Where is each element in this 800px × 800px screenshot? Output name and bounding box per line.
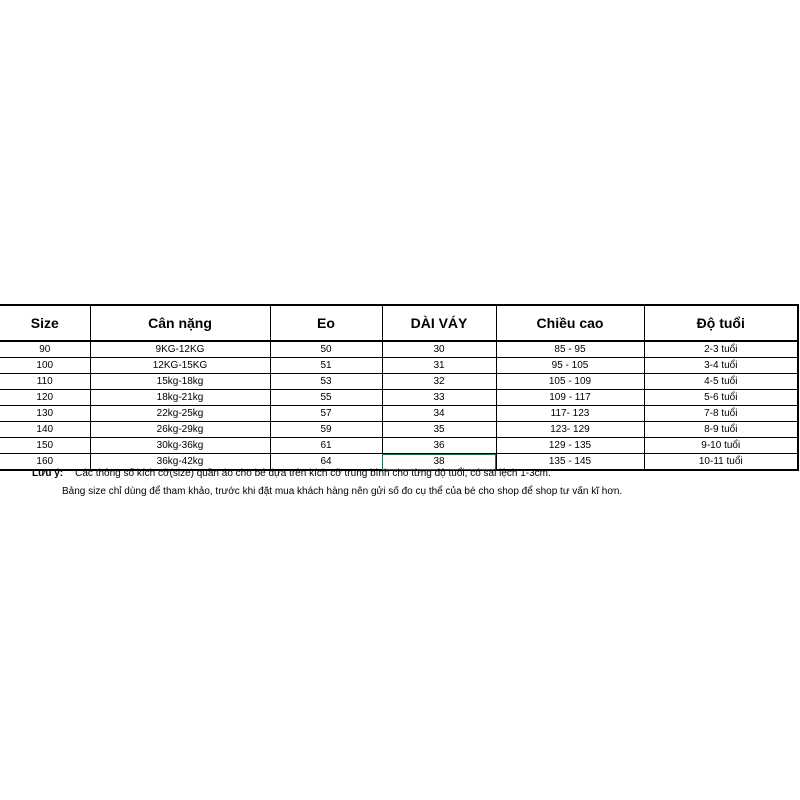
table-row [0,438,798,454]
cell-size[interactable]: 150 [0,438,90,454]
size-chart-table [0,304,799,471]
cell-skirt-length[interactable]: 38 [382,454,496,471]
cell-size[interactable]: 140 [0,422,90,438]
cell-height[interactable]: 123- 129 [496,422,644,438]
table-row [0,422,798,438]
cell-size[interactable]: 110 [0,374,90,390]
cell-age[interactable]: 3-4 tuổi [644,358,798,374]
cell-size[interactable]: 90 [0,341,90,358]
header-weight: Cân nặng [90,305,270,341]
cell-age[interactable]: 8-9 tuổi [644,422,798,438]
cell-age[interactable]: 7-8 tuổi [644,406,798,422]
cell-weight[interactable]: 30kg-36kg [90,438,270,454]
note-label: Lưu ý: [32,468,64,479]
note-line-1 [32,468,551,479]
cell-weight[interactable]: 9KG-12KG [90,341,270,358]
cell-size[interactable]: 160 [0,454,90,471]
cell-height[interactable]: 135 - 145 [496,454,644,471]
cell-waist[interactable]: 59 [270,422,382,438]
cell-waist[interactable]: 55 [270,390,382,406]
cell-weight[interactable]: 26kg-29kg [90,422,270,438]
cell-skirt-length[interactable]: 32 [382,374,496,390]
table-row [0,406,798,422]
header-height: Chiều cao [496,305,644,341]
cell-size[interactable]: 130 [0,406,90,422]
cell-size[interactable]: 120 [0,390,90,406]
table-row [0,374,798,390]
cell-skirt-length[interactable]: 35 [382,422,496,438]
table-row [0,358,798,374]
cell-waist[interactable]: 57 [270,406,382,422]
header-waist: Eo [270,305,382,341]
cell-waist[interactable]: 51 [270,358,382,374]
cell-height[interactable]: 95 - 105 [496,358,644,374]
cell-size[interactable]: 100 [0,358,90,374]
header-size: Size [0,305,90,341]
cell-age[interactable]: 9-10 tuổi [644,438,798,454]
header-age: Độ tuổi [644,305,798,341]
cell-skirt-length[interactable]: 31 [382,358,496,374]
cell-age[interactable]: 2-3 tuổi [644,341,798,358]
cell-weight[interactable]: 22kg-25kg [90,406,270,422]
cell-height[interactable]: 109 - 117 [496,390,644,406]
cell-height[interactable]: 129 - 135 [496,438,644,454]
cell-weight[interactable]: 18kg-21kg [90,390,270,406]
cell-skirt-length[interactable]: 33 [382,390,496,406]
cell-height[interactable]: 85 - 95 [496,341,644,358]
table-header-row [0,305,798,341]
cell-height[interactable]: 105 - 109 [496,374,644,390]
cell-waist[interactable]: 61 [270,438,382,454]
cell-weight[interactable]: 36kg-42kg [90,454,270,471]
cell-age[interactable]: 4-5 tuổi [644,374,798,390]
note-text-1: Các thông số kích cỡ(size) quần áo cho bé dựa trên kích cỡ trung bình cho từng độ tuổi, có sai lệch 1-3cm. [75,468,551,479]
cell-skirt-length[interactable]: 36 [382,438,496,454]
note-line-2: Bảng size chỉ dùng để tham khảo, trước khi đặt mua khách hàng nên gửi số đo cụ thể của bé cho shop để shop tư vấn kĩ hơn. [62,486,623,497]
header-skirt-length: DÀI VÁY [382,305,496,341]
cell-skirt-length[interactable]: 34 [382,406,496,422]
cell-waist[interactable]: 64 [270,454,382,471]
cell-age[interactable]: 10-11 tuổi [644,454,798,471]
cell-waist[interactable]: 50 [270,341,382,358]
cell-weight[interactable]: 12KG-15KG [90,358,270,374]
cell-age[interactable]: 5-6 tuổi [644,390,798,406]
table-row [0,390,798,406]
cell-skirt-length[interactable]: 30 [382,341,496,358]
cell-weight[interactable]: 15kg-18kg [90,374,270,390]
cell-height[interactable]: 117- 123 [496,406,644,422]
table-row [0,341,798,358]
cell-waist[interactable]: 53 [270,374,382,390]
